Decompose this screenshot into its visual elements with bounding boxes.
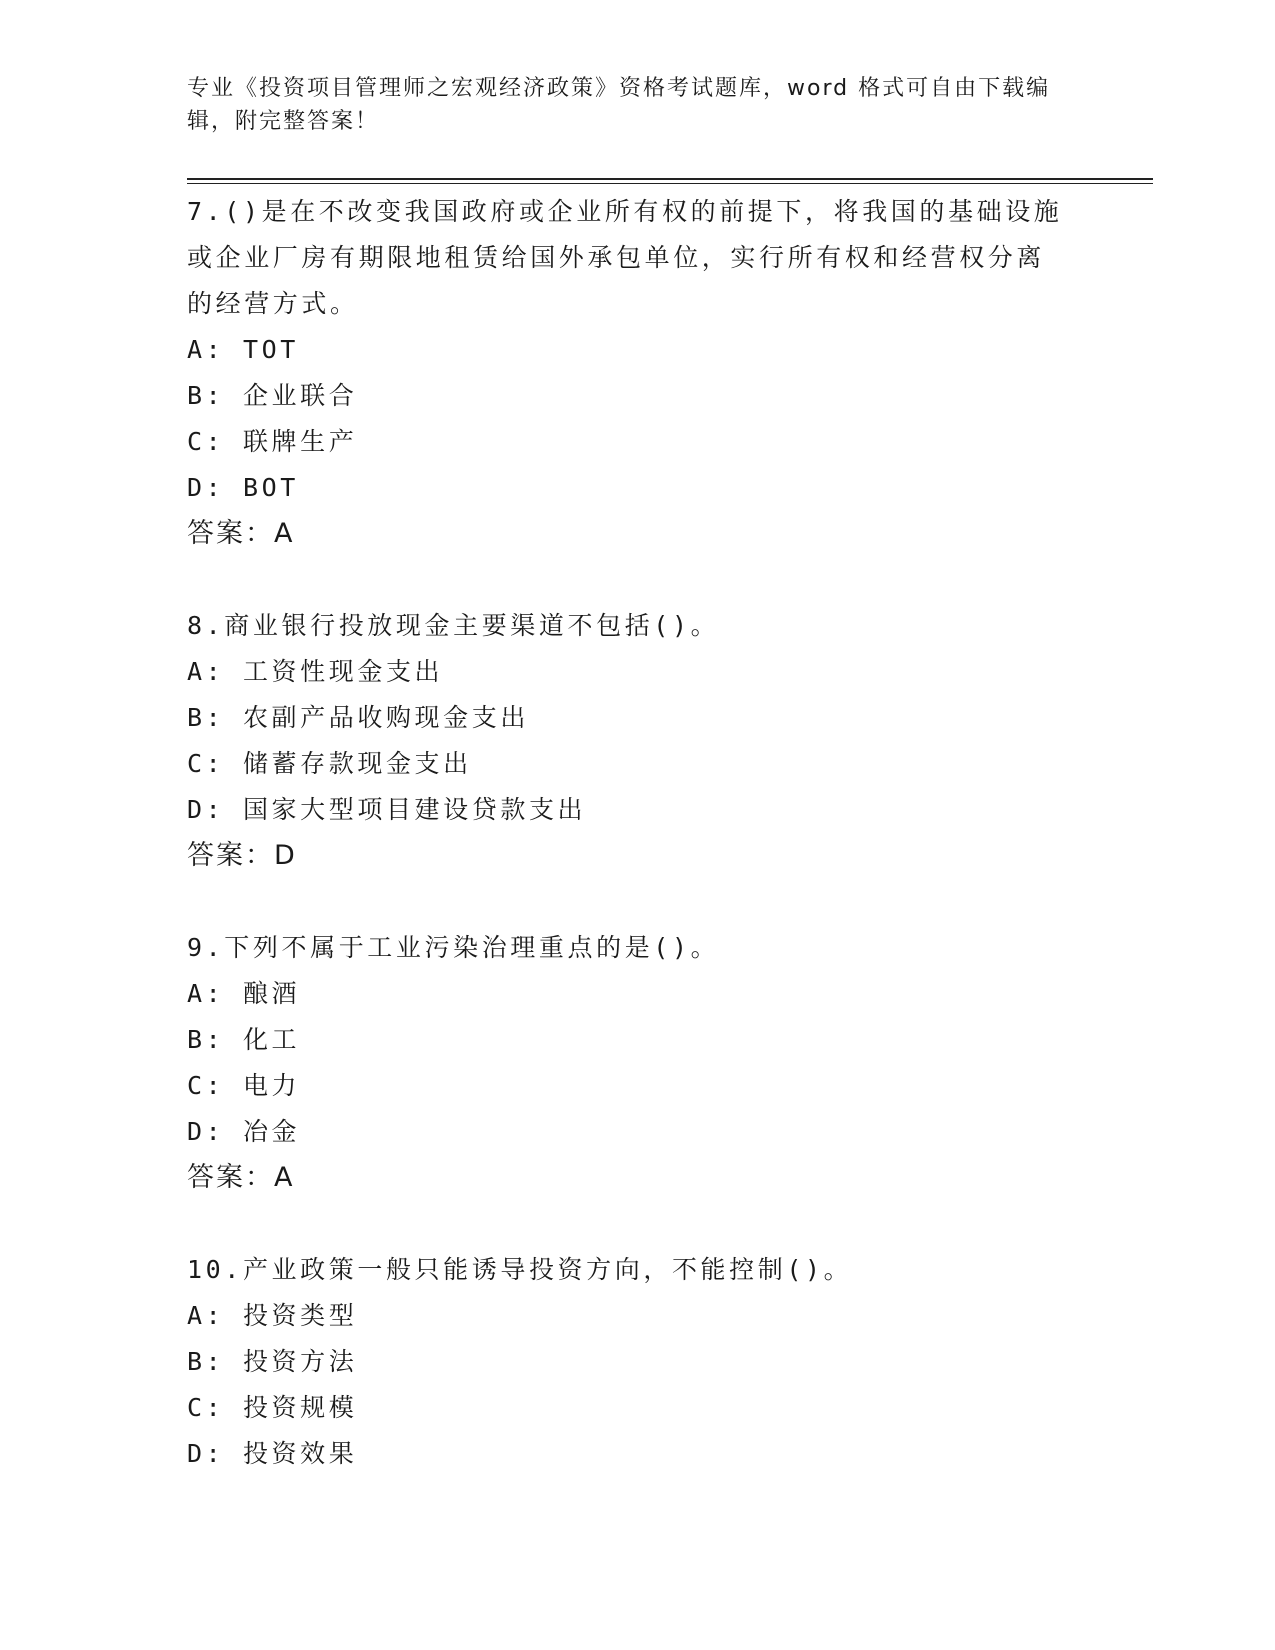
option-b: B: 化工 [187,1025,301,1054]
option-a: A: 投资类型 [187,1301,358,1330]
answer-line: 答案：A [187,518,295,549]
option-c: C: 联牌生产 [187,427,358,456]
option-a: A: 酿酒 [187,979,301,1008]
option-b: B: 农副产品收购现金支出 [187,703,529,732]
question-list [187,189,1067,1523]
document-intro: 专业《投资项目管理师之宏观经济政策》资格考试题库，word 格式可自由下载编辑，附完整答案！ [187,76,1051,134]
option-a: A: 工资性现金支出 [187,657,444,686]
header-rule-thin [187,183,1153,184]
option-c: C: 电力 [187,1071,301,1100]
question-7 [187,189,1067,557]
question-10 [187,1247,1067,1477]
question-stem: 8.商业银行投放现金主要渠道不包括()。 [187,611,720,640]
option-a: A: TOT [187,335,299,364]
answer-line: 答案：D [187,840,297,871]
option-d: D: 冶金 [187,1117,301,1146]
option-c: C: 储蓄存款现金支出 [187,749,472,778]
question-9 [187,925,1067,1201]
option-b: B: 企业联合 [187,381,358,410]
answer-line: 答案：A [187,1162,295,1193]
option-d: D: BOT [187,473,299,502]
option-c: C: 投资规模 [187,1393,358,1422]
option-d: D: 投资效果 [187,1439,358,1468]
question-8 [187,603,1067,879]
option-b: B: 投资方法 [187,1347,358,1376]
question-stem: 7.()是在不改变我国政府或企业所有权的前提下，将我国的基础设施或企业厂房有期限地租赁给国外承包单位，实行所有权和经营权分离的经营方式。 [187,197,1063,318]
question-stem: 10.产业政策一般只能诱导投资方向，不能控制()。 [187,1255,853,1284]
option-d: D: 国家大型项目建设贷款支出 [187,795,587,824]
header-rule-thick [187,178,1153,180]
question-stem: 9.下列不属于工业污染治理重点的是()。 [187,933,720,962]
